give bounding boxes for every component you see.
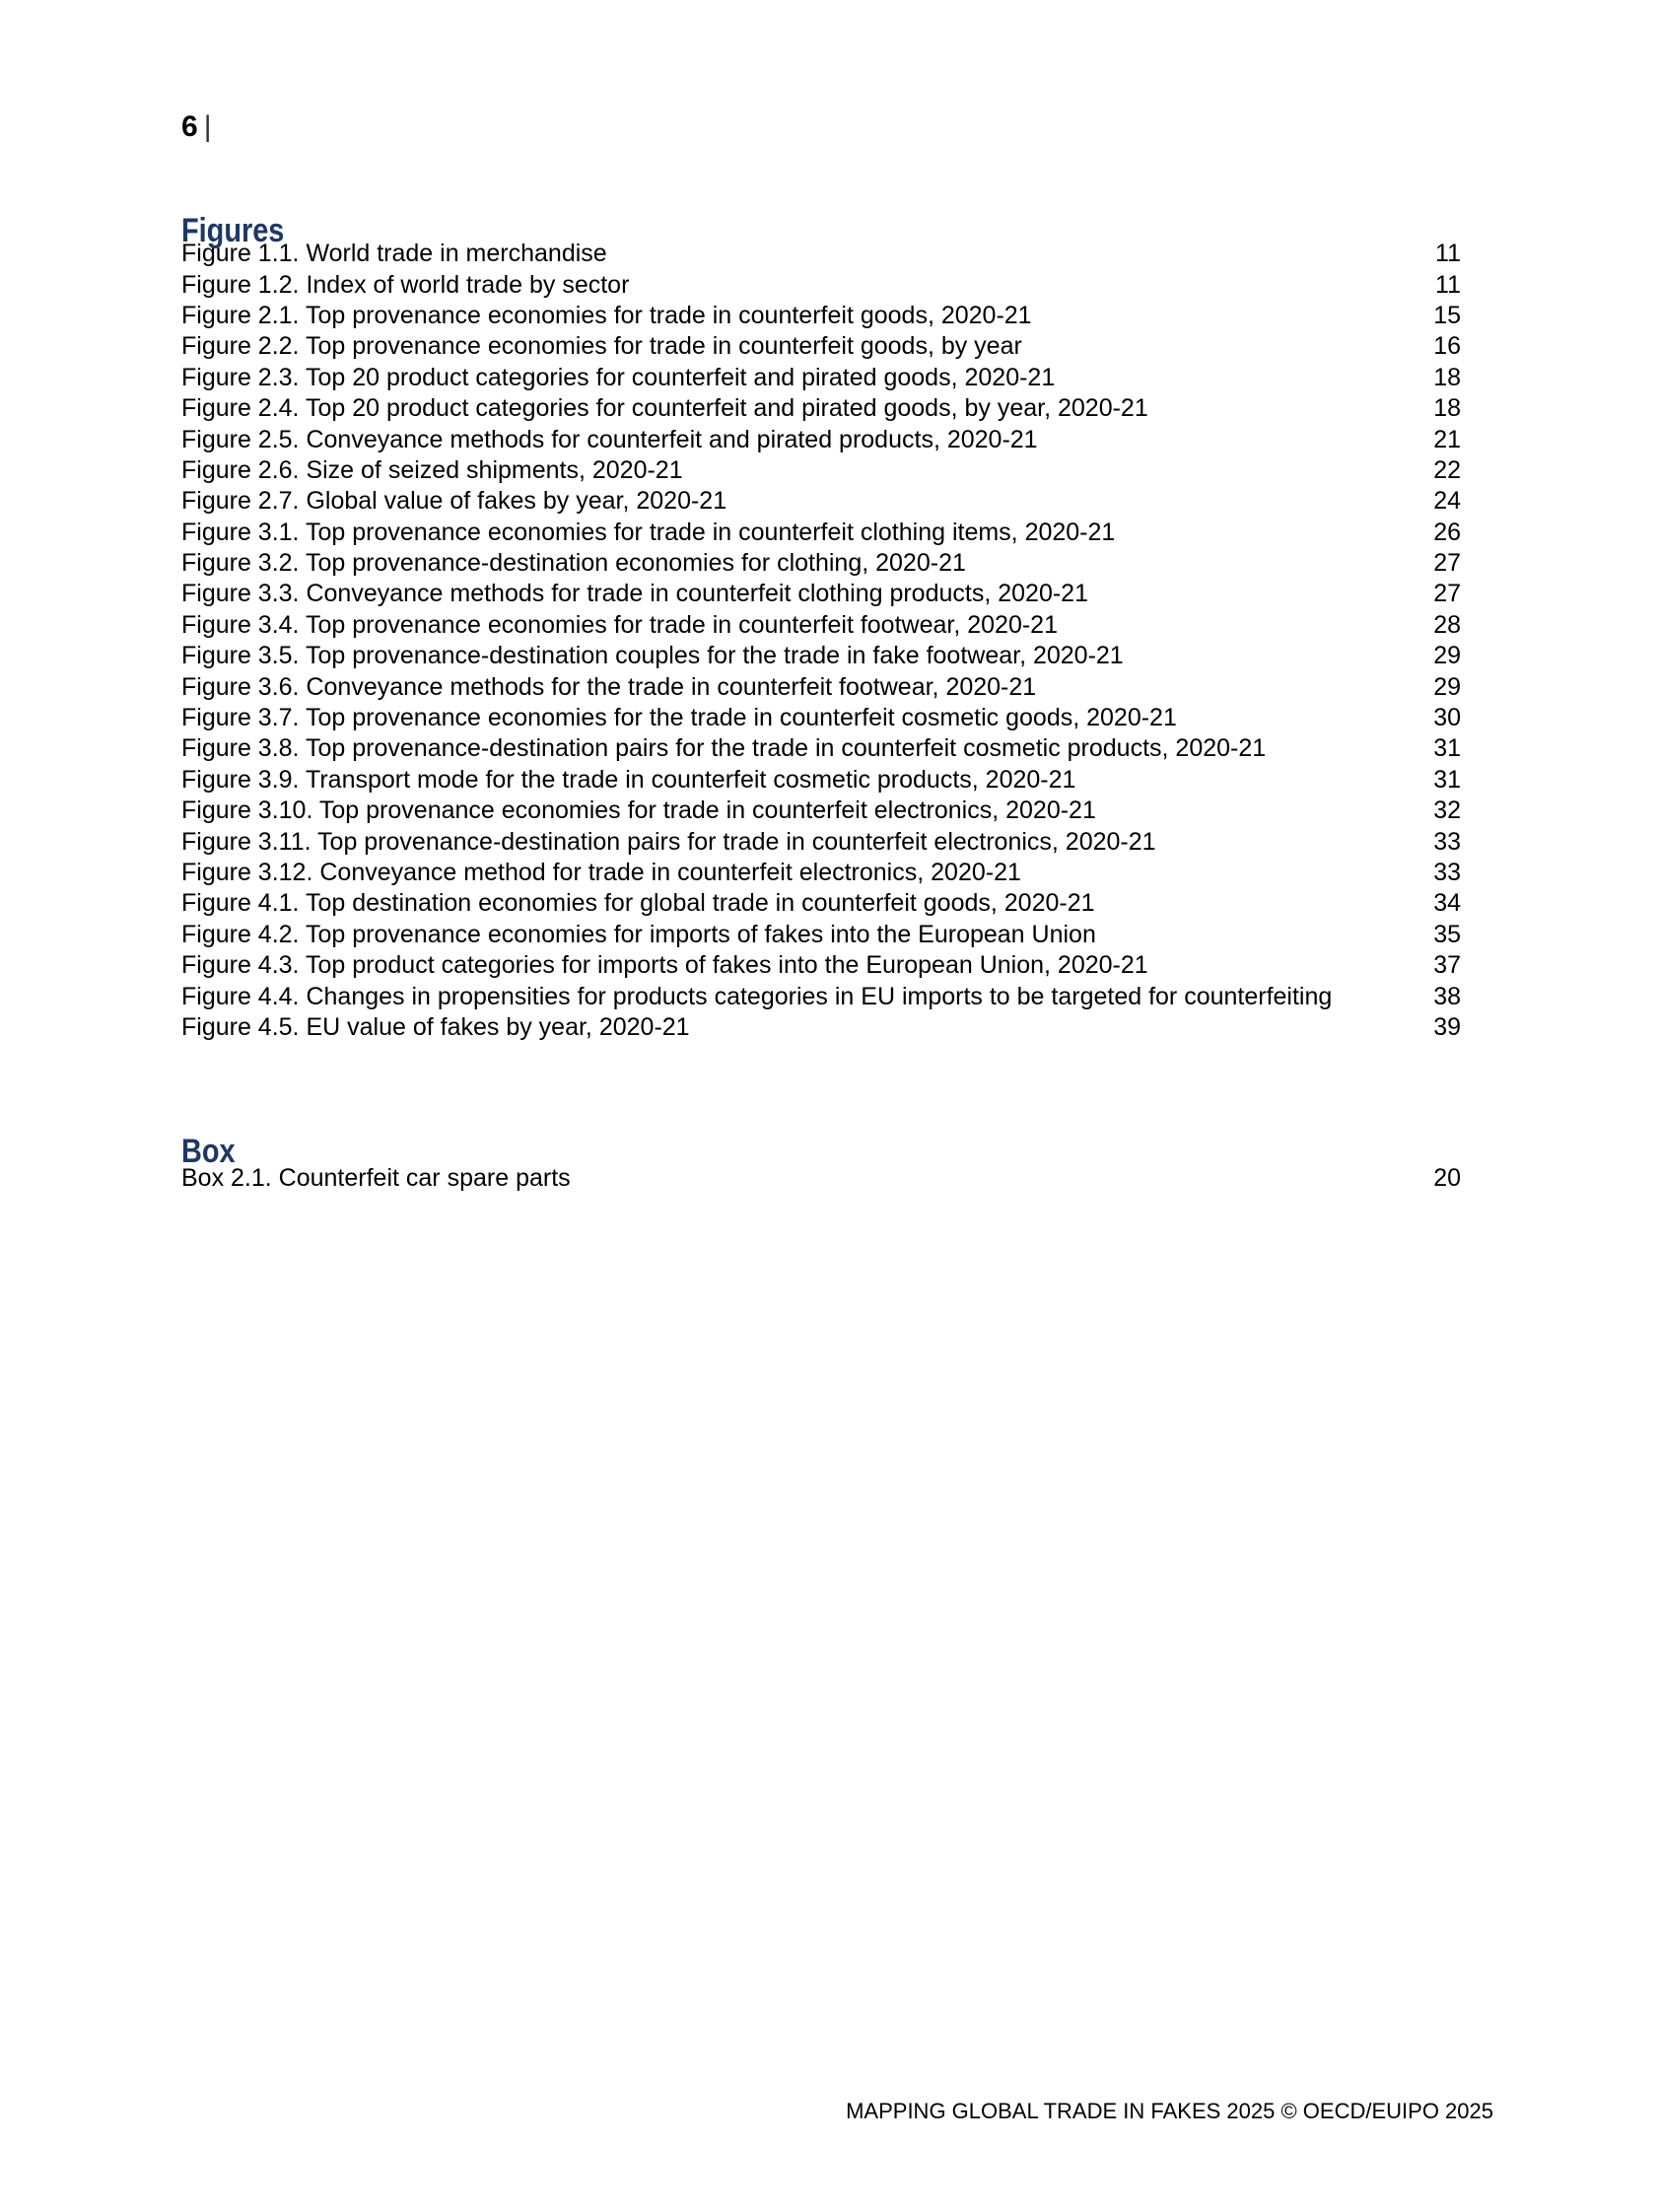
figures-toc-entry[interactable] — [181, 301, 1461, 331]
figures-toc-entry[interactable] — [181, 518, 1461, 548]
toc-entry-page: 11 — [1435, 270, 1461, 299]
box-list — [181, 1163, 1461, 1194]
page-number — [181, 107, 211, 147]
toc-entry-title: Figure 1.2. Index of world trade by sector — [181, 270, 630, 299]
figures-toc-entry[interactable] — [181, 920, 1461, 950]
figures-toc-entry[interactable] — [181, 331, 1461, 362]
toc-entry-page: 18 — [1433, 363, 1461, 391]
figures-toc-entry[interactable] — [181, 641, 1461, 671]
toc-entry-page: 27 — [1433, 580, 1461, 608]
figures-toc-entry[interactable] — [181, 888, 1461, 919]
figures-toc-entry[interactable] — [181, 269, 1461, 300]
toc-entry-title: Box 2.1. Counterfeit car spare parts — [181, 1164, 571, 1193]
toc-entry-title: Figure 2.7. Global value of fakes by year, 2020-21 — [181, 487, 727, 516]
figures-toc-entry[interactable] — [181, 795, 1461, 826]
toc-entry-page: 16 — [1433, 332, 1461, 361]
figures-toc-entry[interactable] — [181, 239, 1461, 269]
toc-entry-title: Figure 3.1. Top provenance economies for trade in counterfeit clothing items, 2020-21 — [181, 518, 1116, 546]
toc-entry-page: 34 — [1433, 889, 1461, 918]
toc-entry-title: Figure 3.4. Top provenance economies for trade in counterfeit footwear, 2020-21 — [181, 610, 1058, 639]
figures-heading: Figures — [181, 212, 285, 250]
toc-entry-page: 29 — [1433, 642, 1461, 670]
toc-entry-title: Figure 2.4. Top 20 product categories for counterfeit and pirated goods, by year, 2020-21 — [181, 394, 1148, 423]
figures-toc-entry[interactable] — [181, 733, 1461, 764]
figures-toc-entry[interactable] — [181, 363, 1461, 393]
toc-entry-title: Figure 3.8. Top provenance-destination pairs for the trade in counterfeit cosmetic products, 2020-21 — [181, 734, 1267, 763]
toc-entry-page: 28 — [1433, 610, 1461, 639]
toc-entry-title: Figure 4.4. Changes in propensities for products categories in EU imports to be targeted for counterfeiting — [181, 982, 1333, 1010]
toc-entry-title: Figure 2.1. Top provenance economies for trade in counterfeit goods, 2020-21 — [181, 301, 1032, 329]
toc-entry-page: 39 — [1433, 1012, 1461, 1041]
toc-entry-title: Figure 3.12. Conveyance method for trade in counterfeit electronics, 2020-21 — [181, 859, 1021, 886]
toc-entry-title: Figure 3.11. Top provenance-destination pairs for trade in counterfeit electronics, 2020-21 — [181, 827, 1156, 856]
toc-entry-page: 21 — [1433, 425, 1461, 453]
toc-entry-page: 32 — [1433, 796, 1461, 825]
figures-toc-entry[interactable] — [181, 579, 1461, 609]
toc-entry-page: 11 — [1435, 240, 1461, 268]
figures-toc-entry[interactable] — [181, 671, 1461, 702]
toc-entry-page: 24 — [1433, 487, 1461, 516]
figures-toc-entry[interactable] — [181, 858, 1461, 888]
toc-entry-page: 20 — [1433, 1164, 1461, 1193]
toc-entry-page: 18 — [1433, 394, 1461, 423]
figures-toc-entry[interactable] — [181, 981, 1461, 1011]
toc-entry-title: Figure 3.9. Transport mode for the trade in counterfeit cosmetic products, 2020-21 — [181, 765, 1076, 794]
toc-entry-title: Figure 4.5. EU value of fakes by year, 2020-21 — [181, 1012, 690, 1041]
toc-entry-title: Figure 3.3. Conveyance methods for trade in counterfeit clothing products, 2020-21 — [181, 580, 1088, 608]
page-footer: MAPPING GLOBAL TRADE IN FAKES 2025 © OECD/EUIPO 2025 — [846, 2099, 1493, 2123]
figures-toc-entry[interactable] — [181, 826, 1461, 857]
toc-entry-title: Figure 4.2. Top provenance economies for imports of fakes into the European Union — [181, 920, 1096, 948]
figures-toc-entry[interactable] — [181, 1012, 1461, 1043]
toc-entry-page: 29 — [1433, 672, 1461, 701]
toc-entry-page: 37 — [1433, 951, 1461, 980]
figures-toc-entry[interactable] — [181, 765, 1461, 795]
figures-toc-entry[interactable] — [181, 610, 1461, 641]
toc-entry-page: 35 — [1433, 920, 1461, 948]
toc-entry-page: 30 — [1433, 704, 1461, 732]
figures-toc-entry[interactable] — [181, 424, 1461, 454]
toc-entry-title: Figure 1.1. World trade in merchandise — [181, 240, 607, 268]
toc-entry-page: 31 — [1433, 734, 1461, 763]
figures-toc-entry[interactable] — [181, 486, 1461, 517]
toc-entry-title: Figure 3.7. Top provenance economies for the trade in counterfeit cosmetic goods, 2020-21 — [181, 704, 1177, 732]
box-heading: Box — [181, 1133, 236, 1171]
toc-entry-title: Figure 3.5. Top provenance-destination couples for the trade in fake footwear, 2020-21 — [181, 642, 1124, 670]
toc-entry-title: Figure 3.6. Conveyance methods for the trade in counterfeit footwear, 2020-21 — [181, 672, 1037, 701]
toc-entry-page: 33 — [1433, 859, 1461, 886]
figures-toc-entry[interactable] — [181, 548, 1461, 579]
toc-entry-title: Figure 2.5. Conveyance methods for counterfeit and pirated products, 2020-21 — [181, 425, 1038, 453]
toc-entry-title: Figure 3.10. Top provenance economies for trade in counterfeit electronics, 2020-21 — [181, 796, 1096, 825]
toc-entry-page: 38 — [1433, 982, 1461, 1010]
page-number-separator: | — [203, 110, 212, 143]
figures-list — [181, 239, 1461, 1043]
toc-entry-page: 15 — [1433, 301, 1461, 329]
toc-entry-title: Figure 3.2. Top provenance-destination economies for clothing, 2020-21 — [181, 549, 966, 578]
toc-entry-page: 26 — [1433, 518, 1461, 546]
toc-entry-page: 31 — [1433, 765, 1461, 794]
figures-toc-entry[interactable] — [181, 950, 1461, 981]
toc-entry-page: 22 — [1433, 455, 1461, 484]
toc-entry-title: Figure 4.3. Top product categories for imports of fakes into the European Union, 2020-21 — [181, 951, 1148, 980]
toc-entry-title: Figure 2.2. Top provenance economies for trade in counterfeit goods, by year — [181, 332, 1022, 361]
toc-entry-title: Figure 2.6. Size of seized shipments, 2020-21 — [181, 455, 683, 484]
box-toc-entry[interactable] — [181, 1163, 1461, 1194]
figures-toc-entry[interactable] — [181, 393, 1461, 424]
page-number-value: 6 — [181, 110, 198, 143]
toc-entry-title: Figure 2.3. Top 20 product categories for counterfeit and pirated goods, 2020-21 — [181, 363, 1056, 391]
toc-entry-page: 27 — [1433, 549, 1461, 578]
toc-entry-title: Figure 4.1. Top destination economies for global trade in counterfeit goods, 2020-21 — [181, 889, 1095, 918]
figures-toc-entry[interactable] — [181, 703, 1461, 733]
toc-entry-page: 33 — [1433, 827, 1461, 856]
figures-toc-entry[interactable] — [181, 455, 1461, 486]
